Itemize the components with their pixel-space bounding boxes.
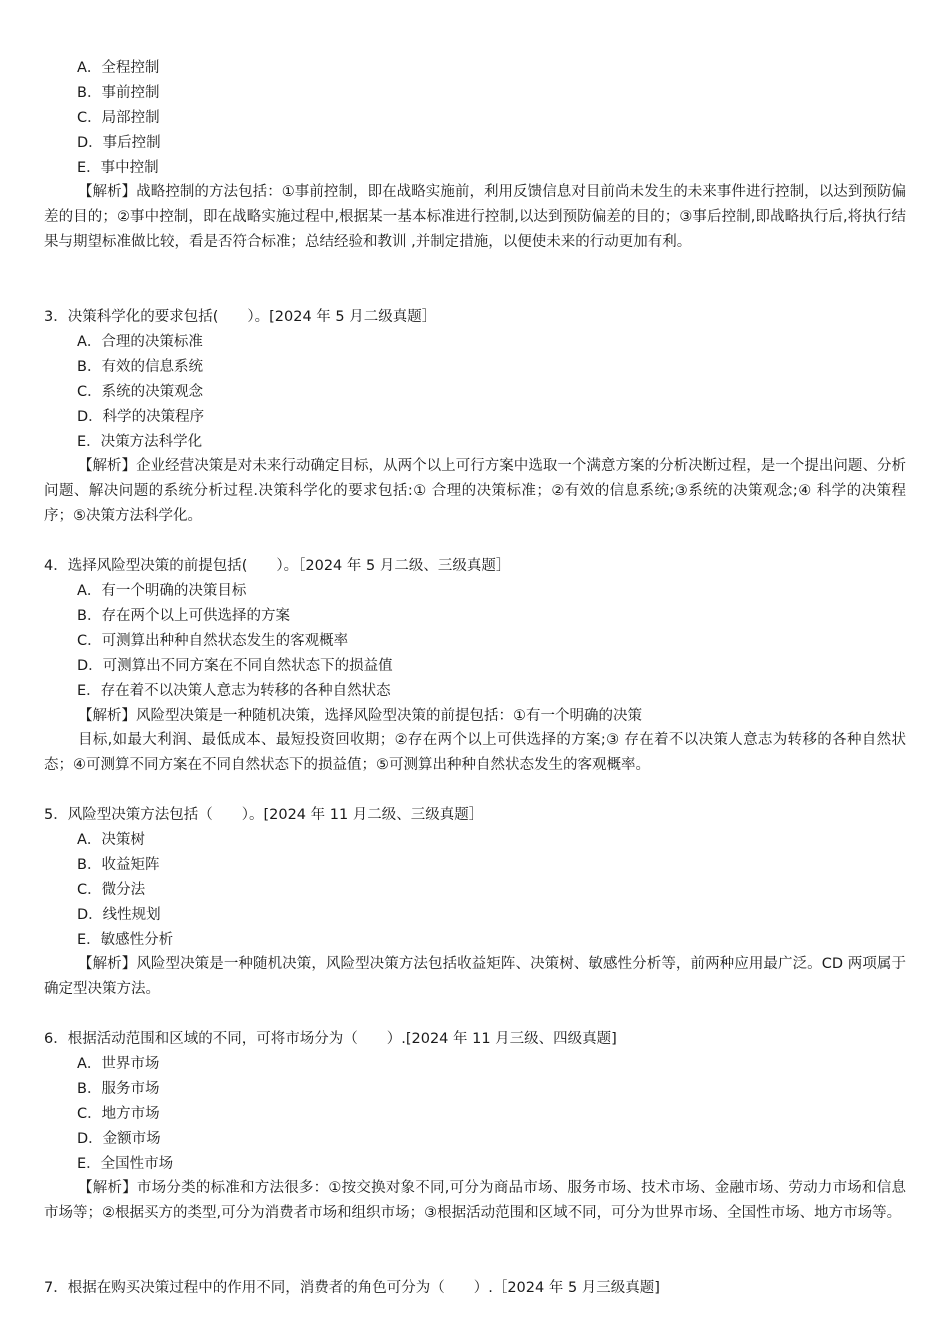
option-e: E．全国性市场 xyxy=(77,1156,174,1172)
option-a: A．全程控制 xyxy=(77,60,160,76)
question-5: 5．风险型决策方法包括（ ）。[2024 年 11 月二级、三级真题］ xyxy=(44,807,484,823)
option-c: C．微分法 xyxy=(77,882,146,898)
explanation: 【解析】企业经营决策是对未来行动确定目标，从两个以上可行方案中选取一个满意方案的分析决断过程，是一个提出问题、分析问题、解决问题的系统分析过程.决策科学化的要求包括:① 合理的决策标准；②有效的信息系统;③系统的决策观念;④ 科学的决策程序；⑤决策方法科学化。 xyxy=(44,458,906,524)
explanation: 【解析】市场分类的标准和方法很多：①按交换对象不同,可分为商品市场、服务市场、技术市场、金融市场、劳动力市场和信息市场等；②根据买方的类型,可分为消费者市场和组织市场；③根据活动范围和区域不同，可分为世界市场、全国性市场、地方市场等。 xyxy=(44,1180,906,1221)
option-e: E．敏感性分析 xyxy=(77,932,174,948)
question-4: 4．选择风险型决策的前提包括( ）。［2024 年 5 月二级、三级真题］ xyxy=(44,558,511,574)
option-e: E．决策方法科学化 xyxy=(77,434,203,450)
question-3: 3．决策科学化的要求包括( ）。[2024 年 5 月二级真题］ xyxy=(44,309,437,325)
option-b: B．存在两个以上可供选择的方案 xyxy=(77,608,290,624)
option-d: D．可测算出不同方案在不同自然状态下的损益值 xyxy=(77,658,393,674)
option-a: A．世界市场 xyxy=(77,1056,160,1072)
explanation-first-line: 【解析】风险型决策是一种随机决策，选择风险型决策的前提包括：①有一个明确的决策 xyxy=(78,708,642,724)
option-e: E．事中控制 xyxy=(77,160,159,176)
option-a: A．有一个明确的决策目标 xyxy=(77,583,247,599)
explanation: 目标,如最大利润、最低成本、最短投资回收期；②存在两个以上可供选择的方案;③ 存在着不以决策人意志为转移的各种自然状态；④可测算不同方案在不同自然状态下的损益值；⑤可测算出种种自然状态发生的客观概率。 xyxy=(44,732,906,773)
option-c: C．地方市场 xyxy=(77,1106,160,1122)
option-d: D．科学的决策程序 xyxy=(77,409,205,425)
option-b: B．事前控制 xyxy=(77,85,160,101)
option-a: A．合理的决策标准 xyxy=(77,334,203,350)
option-c: C．系统的决策观念 xyxy=(77,384,204,400)
option-b: B．服务市场 xyxy=(77,1081,160,1097)
option-d: D．事后控制 xyxy=(77,135,161,151)
explanation: 【解析】战略控制的方法包括：①事前控制，即在战略实施前，利用反馈信息对目前尚未发生的未来事件进行控制，以达到预防偏差的目的；②事中控制，即在战略实施过程中,根据某一基本标准进行控制,以达到预防偏差的目的；③事后控制,即战略执行后,将执行结果与期望标准做比较，看是否符合标准；总结经验和教训 ,并制定措施，以便使未来的行动更加有利。 xyxy=(44,184,906,250)
option-a: A．决策树 xyxy=(77,832,145,848)
option-c: C．局部控制 xyxy=(77,110,160,126)
option-e: E．存在着不以决策人意志为转移的各种自然状态 xyxy=(77,683,391,699)
question-7: 7．根据在购买决策过程中的作用不同，消费者的角色可分为（ ）.［2024 年 5 月三级真题] xyxy=(44,1280,660,1296)
option-c: C．可测算出种种自然状态发生的客观概率 xyxy=(77,633,349,649)
option-b: B．收益矩阵 xyxy=(77,857,160,873)
option-b: B．有效的信息系统 xyxy=(77,359,203,375)
option-d: D．线性规划 xyxy=(77,907,161,923)
question-6: 6．根据活动范围和区域的不同，可将市场分为（ ）.[2024 年 11 月三级、四级真题] xyxy=(44,1031,617,1047)
explanation: 【解析】风险型决策是一种随机决策，风险型决策方法包括收益矩阵、决策树、敏感性分析等，前两种应用最广泛。CD 两项属于确定型决策方法。 xyxy=(44,956,906,997)
option-d: D．金额市场 xyxy=(77,1131,161,1147)
